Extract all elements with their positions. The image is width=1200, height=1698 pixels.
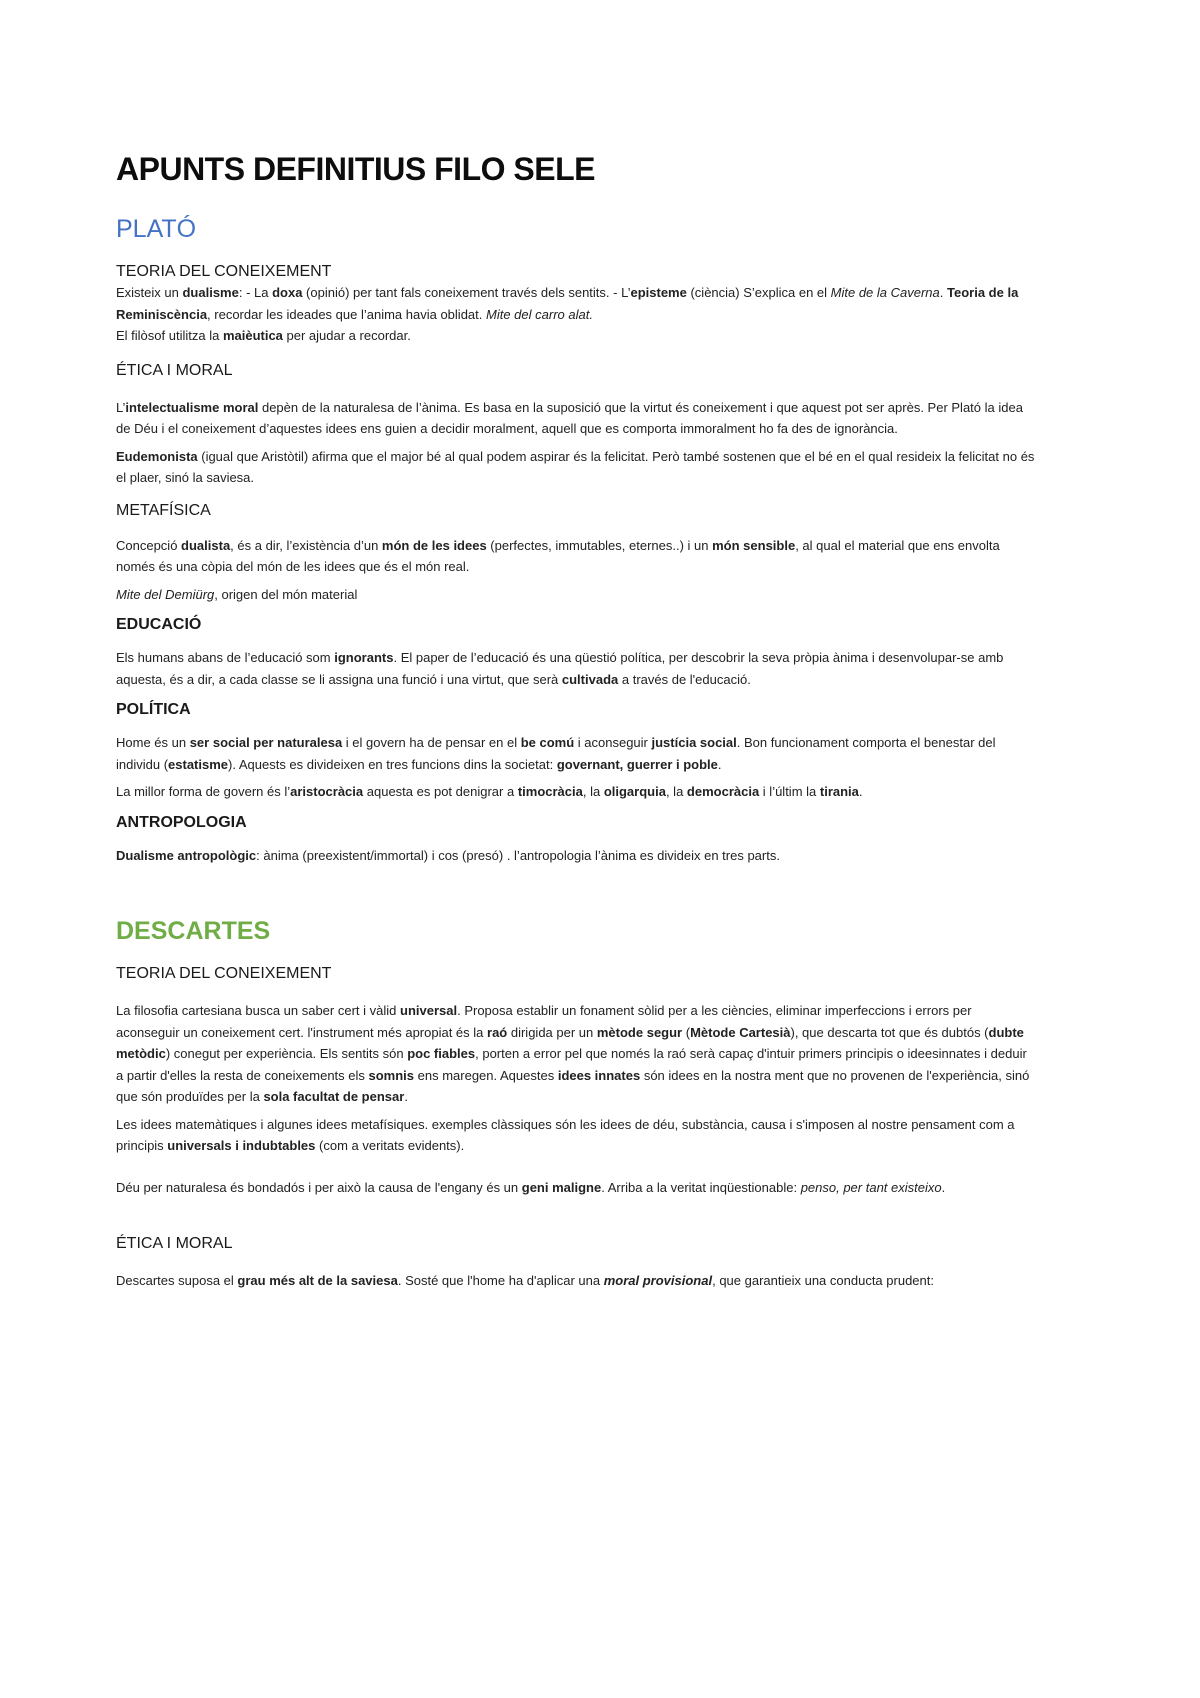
paragraph [116,1114,1036,1157]
bold-text: idees innates [557,1067,641,1083]
italic-text: Mite del Demiürg [116,586,215,602]
text-run: . [404,1089,408,1104]
text-run: : ànima (preexistent/immortal) i cos (presó) . l’antropologia l’ànima es divideix en tres parts. [256,847,780,863]
text-run: són idees en la nostra ment que no provenen de l'experiència, sinó que són produïdes per la [116,1067,1030,1104]
text-run: ), que descarta tot que és dubtós ( [790,1024,989,1040]
paragraph [116,282,1036,325]
bold-text: món de les idees [381,537,487,553]
text-run: Déu per naturalesa és bondadós i per això la causa de l'engany és un [116,1179,522,1195]
bold-text: geni maligne [521,1179,602,1195]
text-run: . Bon funcionament comporta el benestar del individu ( [116,735,996,772]
text-run: L’ [116,399,126,415]
section-heading-coneixement-descartes: TEORIA DEL CONEIXEMENT [116,965,332,982]
paragraph [116,1270,1036,1292]
text-run: (perfectes, immutables, eternes..) i un [486,537,713,553]
bold-text: raó [487,1024,508,1040]
bold-text: tirania [819,784,859,799]
bold-text: dualisme [182,285,239,300]
text-run: , porten a error pel que només la raó serà capaç d'intuir primers principis o ideesinnates i deduir a partir d'elles la resta de coneixements els [116,1046,1027,1083]
document-title: APUNTS DEFINITIUS FILO SELE [116,151,595,187]
section-heading-antropologia-plato: ANTROPOLOGIA [116,813,247,831]
text-run: Concepció [116,537,182,553]
text-run: i el govern ha de pensar en el [342,735,521,750]
italic-text: Mite del carro alat. [486,306,593,322]
text-run: . [717,756,722,772]
text-run: . Proposa establir un fonament sòlid per a les ciències, eliminar imperfeccions i errors per aconseguir un coneixement cert. l'instrument més apropiat és la [116,1003,972,1040]
paragraph [116,1177,1036,1199]
paragraph [116,647,1036,690]
text-run: ens maregen. Aquestes [414,1067,558,1083]
paragraph [116,781,1036,803]
text-run: . [858,784,863,799]
bold-text: justícia social [651,735,737,750]
text-run: Descartes suposa el [116,1273,238,1288]
paragraph [116,535,1036,578]
text-run: aquesta es pot denigrar a [363,784,518,799]
text-run: depèn de la naturalesa de l’ànima. Es basa en la suposició que la virtut és coneixement i que aquest pot ser après. Per Plató la idea de Déu i el coneixement d’aquestes idees ens guien a decidir moralment, aquell que es comporta immoralment ho fa des de ignorància. [116,399,1023,436]
paragraph [116,845,1036,867]
text-run: , origen del món material [214,586,358,602]
text-run: La millor forma de govern és l’ [116,784,291,799]
paragraph [116,584,1036,606]
text-run: La filosofia cartesiana busca un saber cert i vàlid [116,1003,400,1018]
text-run: (opinió) per tant fals coneixement través dels sentits. - L’ [302,285,631,300]
paragraph [116,1000,1036,1108]
text-run: i aconseguir [574,735,652,750]
text-run: : - La [238,285,273,300]
paragraph [116,732,1036,775]
text-run: , és a dir, l’existència d’un [230,537,382,553]
bold-text: timocràcia [517,784,583,799]
bold-text: moral provisional [603,1273,713,1288]
bold-text: grau més alt de la saviesa [237,1273,398,1288]
bold-text: aristocràcia [290,784,364,799]
bold-text: món sensible [712,537,796,553]
bold-text: Teoria de la Reminiscència [116,285,1019,322]
text-run: . [941,1179,946,1195]
bold-text: ser social per naturalesa [189,735,343,750]
bold-text: mètode segur [596,1024,683,1040]
text-run: . Arriba a la veritat inqüestionable: [601,1179,801,1195]
paragraph [116,446,1036,489]
text-run: , la [665,784,687,799]
text-run: per ajudar a recordar. [282,328,411,343]
text-run: . Sosté que l'home ha d'aplicar una [397,1273,604,1288]
bold-text: estatisme [168,756,229,772]
section-heading-coneixement-plato: TEORIA DEL CONEIXEMENT [116,263,332,280]
bold-text: dualista [181,537,231,553]
bold-text: democràcia [686,784,760,799]
text-run: dirigida per un [507,1024,597,1040]
section-heading-metafisica-plato: METAFÍSICA [116,501,211,519]
text-run: Home és un [116,735,190,750]
text-run: (ciència) S’explica en el [686,285,831,300]
bold-text: be comú [520,735,575,750]
section-heading-educacio-plato: EDUCACIÓ [116,616,202,633]
text-run: Existeix un [116,285,183,300]
text-run: El filòsof utilitza la [116,328,223,343]
bold-text: intelectualisme moral [125,399,259,415]
section-heading-etica-plato: ÉTICA I MORAL [116,361,233,379]
text-run: ). Aquests es divideixen en tres funcions dins la societat: [228,756,557,772]
text-run: ) conegut per experiència. Els sentits són [165,1046,408,1061]
bold-text: Mètode Cartesià [690,1024,791,1040]
italic-text: Mite de la Caverna [830,285,940,300]
bold-text: dubte metòdic [116,1024,1024,1061]
text-run: i l’últim la [759,784,820,799]
bold-text: poc fiables [407,1046,476,1061]
bold-text: oligarquia [603,784,666,799]
text-run: , la [582,784,604,799]
bold-text: maièutica [222,328,283,343]
bold-text: ignorants [334,650,394,665]
bold-text: episteme [630,285,687,300]
text-run: . [939,285,948,300]
bold-text: sola facultat de pensar [263,1089,405,1104]
bold-text: governant, guerrer i poble [556,756,718,772]
text-run: Les idees matemàtiques i algunes idees metafísiques. exemples clàssiques són les idees de déu, substància, causa i s'imposen al nostre pensament com a principis [116,1116,1015,1153]
bold-text: somnis [368,1067,415,1083]
paragraph [116,325,1036,347]
text-run: Els humans abans de l’educació som [116,650,335,665]
bold-text: doxa [272,285,303,300]
italic-text: penso, per tant existeixo [800,1179,942,1195]
text-run: , recordar les ideades que l’anima havia oblidat. [207,306,486,322]
paragraph [116,397,1036,440]
text-run: ( [682,1024,691,1040]
author-heading-plato: PLATÓ [116,215,197,243]
bold-text: Eudemonista [116,448,198,464]
bold-text: cultivada [561,671,619,687]
text-run: (com a veritats evidents). [315,1138,465,1153]
section-heading-politica-plato: POLÍTICA [116,701,191,718]
section-heading-etica-descartes: ÉTICA I MORAL [116,1235,233,1252]
bold-text: universals i indubtables [167,1138,316,1153]
text-run: , al qual el material que ens envolta només és una còpia del món de les idees que és el món real. [116,537,1000,574]
bold-text: universal [400,1003,458,1018]
text-run: a través de l'educació. [618,671,751,687]
text-run: (igual que Aristòtil) afirma que el major bé al qual podem aspirar és la felicitat. Però també sostenen que el bé en el qual resideix la felicitat no és el plaer, sinó la saviesa. [116,448,1035,485]
author-heading-descartes: DESCARTES [116,917,271,945]
text-run: , que garantieix una conducta prudent: [712,1273,934,1288]
document-content [116,150,1036,1292]
text-run: . El paper de l’educació és una qüestió política, per descobrir la seva pròpia ànima i desenvolupar-se amb aquesta, és a dir, a cada classe se li assigna una funció i una virtut, que serà [116,650,1004,687]
bold-text: Dualisme antropològic [116,847,257,863]
